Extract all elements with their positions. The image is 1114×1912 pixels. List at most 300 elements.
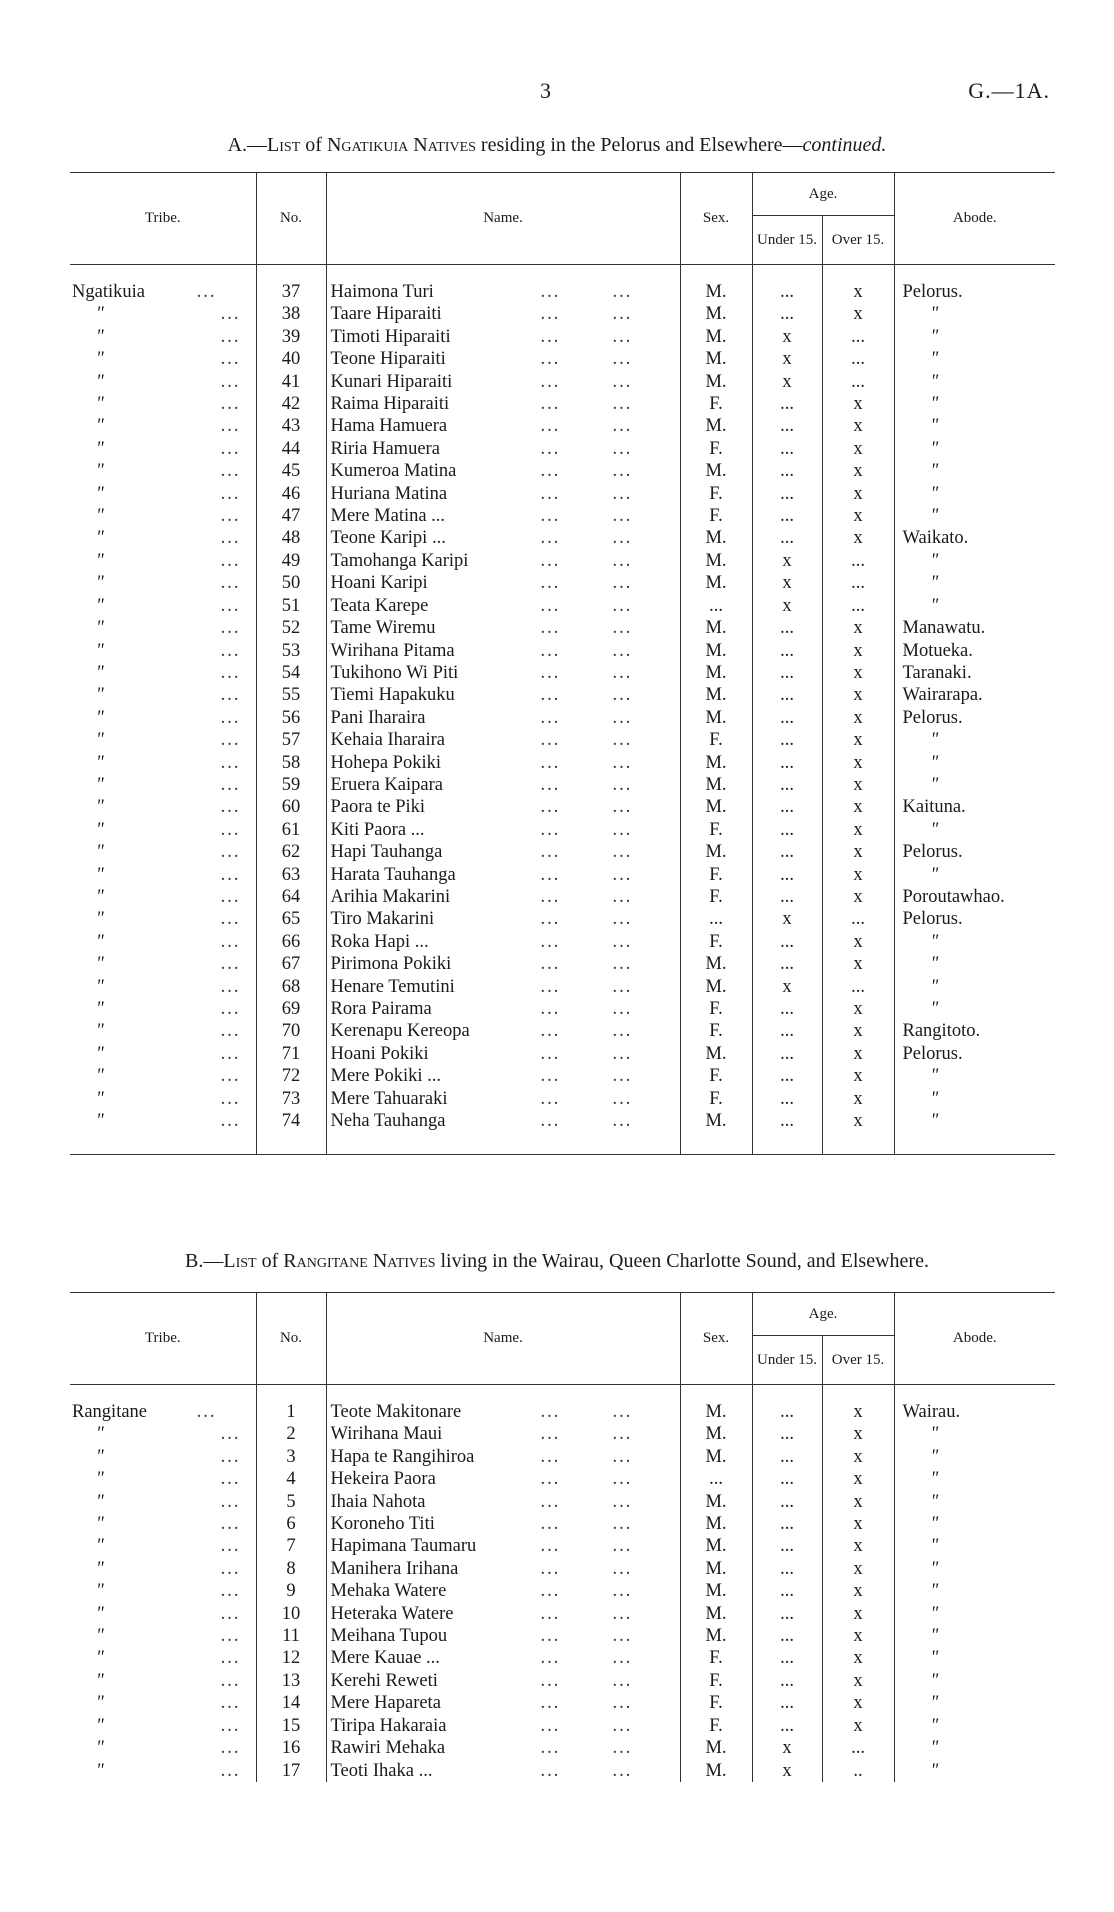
abode-cell bbox=[894, 752, 1055, 774]
sex-cell: M. bbox=[680, 1446, 752, 1468]
sex-cell: M. bbox=[680, 841, 752, 863]
tribe-cell bbox=[70, 729, 256, 751]
number-cell: 69 bbox=[256, 998, 326, 1020]
leader-dots: ... bbox=[612, 909, 633, 930]
leader-dots: ... bbox=[612, 685, 633, 706]
tribe-value: " bbox=[96, 976, 104, 997]
table-row bbox=[70, 483, 1055, 505]
leader-dots: ... bbox=[612, 1402, 633, 1422]
leader-dots: ... bbox=[540, 842, 561, 863]
tribe-cell bbox=[70, 1110, 256, 1132]
leader-dots: ... bbox=[612, 1715, 633, 1736]
name-value: Mere Kauae ... bbox=[330, 1648, 440, 1669]
tribe-value: " bbox=[96, 1043, 104, 1064]
tribe-cell bbox=[70, 1423, 256, 1445]
leader-dots: ... bbox=[540, 707, 561, 728]
abode-value: " bbox=[930, 438, 939, 459]
caption-list-word: List bbox=[223, 1250, 257, 1272]
leader-dots: ... bbox=[612, 819, 633, 840]
leader-dots: ... bbox=[214, 1558, 241, 1579]
tribe-value: " bbox=[96, 842, 104, 863]
leader-dots: ... bbox=[540, 1066, 561, 1087]
abode-cell bbox=[894, 1423, 1055, 1445]
leader-dots: ... bbox=[214, 752, 241, 773]
leader-dots: ... bbox=[214, 1043, 241, 1064]
caption-description: living in the Wairau, Queen Charlotte Sound, and Elsewhere. bbox=[435, 1250, 929, 1272]
leader-dots: ... bbox=[214, 573, 241, 594]
leader-dots: ... bbox=[214, 774, 241, 795]
sex-cell: F. bbox=[680, 1020, 752, 1042]
name-cell bbox=[326, 281, 680, 303]
number-cell: 64 bbox=[256, 886, 326, 908]
leader-dots: ... bbox=[612, 1514, 633, 1535]
leader-dots: ... bbox=[214, 819, 241, 840]
over-15-cell: x bbox=[822, 707, 894, 729]
name-cell bbox=[326, 505, 680, 527]
leader-dots: ... bbox=[612, 954, 633, 975]
abode-cell bbox=[894, 393, 1055, 415]
leader-dots: ... bbox=[540, 999, 561, 1019]
number-cell: 52 bbox=[256, 617, 326, 639]
name-cell bbox=[326, 483, 680, 505]
abode-value: " bbox=[930, 1446, 939, 1467]
table-row bbox=[70, 1715, 1055, 1737]
abode-cell bbox=[894, 796, 1055, 818]
tribe-cell bbox=[70, 1535, 256, 1557]
number-cell: 66 bbox=[256, 931, 326, 953]
abode-cell bbox=[894, 976, 1055, 998]
number-cell: 61 bbox=[256, 819, 326, 841]
leader-dots: ... bbox=[612, 1626, 633, 1647]
abode-cell bbox=[894, 483, 1055, 505]
leader-dots: ... bbox=[612, 595, 633, 616]
name-cell bbox=[326, 1513, 680, 1535]
leader-dots: ... bbox=[540, 573, 561, 594]
tribe-value: Rangitane bbox=[72, 1402, 148, 1422]
abode-value: Poroutawhao. bbox=[902, 886, 1005, 907]
under-15-cell: ... bbox=[752, 1580, 822, 1602]
abode-cell bbox=[894, 1647, 1055, 1669]
leader-dots: ... bbox=[540, 662, 561, 683]
tribe-cell bbox=[70, 348, 256, 370]
col-header-abode: Abode. bbox=[894, 1293, 1055, 1385]
over-15-cell: x bbox=[822, 1468, 894, 1490]
number-cell: 38 bbox=[256, 303, 326, 325]
abode-cell bbox=[894, 640, 1055, 662]
over-15-cell: x bbox=[822, 931, 894, 953]
leader-dots: ... bbox=[214, 506, 241, 527]
col-header-under-15: Under 15. bbox=[752, 216, 822, 265]
tribe-cell bbox=[70, 684, 256, 706]
leader-dots: ... bbox=[612, 371, 633, 392]
leader-dots: ... bbox=[612, 640, 633, 661]
sex-cell: ... bbox=[680, 908, 752, 930]
name-cell bbox=[326, 1558, 680, 1580]
over-15-cell: x bbox=[822, 1020, 894, 1042]
tribe-cell bbox=[70, 819, 256, 841]
leader-dots: ... bbox=[540, 550, 561, 571]
leader-dots: ... bbox=[214, 1536, 241, 1557]
over-15-cell: ... bbox=[822, 908, 894, 930]
tribe-value: " bbox=[96, 1536, 104, 1557]
leader-dots: ... bbox=[540, 886, 561, 907]
leader-dots: ... bbox=[190, 282, 217, 302]
leader-dots: ... bbox=[214, 1626, 241, 1647]
name-cell bbox=[326, 1065, 680, 1087]
under-15-cell: x bbox=[752, 371, 822, 393]
tribe-value: " bbox=[96, 528, 104, 549]
abode-cell bbox=[894, 998, 1055, 1020]
over-15-cell: x bbox=[822, 729, 894, 751]
name-cell bbox=[326, 774, 680, 796]
abode-value: Kaituna. bbox=[902, 797, 966, 818]
col-header-sex: Sex. bbox=[680, 173, 752, 265]
under-15-cell: ... bbox=[752, 393, 822, 415]
over-15-cell: x bbox=[822, 1423, 894, 1445]
name-value: Mere Hapareta bbox=[330, 1693, 441, 1714]
col-header-name: Name. bbox=[326, 173, 680, 265]
col-header-age: Age. bbox=[752, 173, 894, 216]
tribe-value: " bbox=[96, 1648, 104, 1669]
abode-value: Pelorus. bbox=[902, 909, 963, 930]
abode-value: " bbox=[930, 819, 939, 840]
tribe-value: " bbox=[96, 909, 104, 930]
under-15-cell: ... bbox=[752, 438, 822, 460]
abode-value: " bbox=[930, 349, 939, 370]
table-row bbox=[70, 640, 1055, 662]
leader-dots: ... bbox=[540, 1693, 561, 1714]
tribe-value: " bbox=[96, 1514, 104, 1535]
leader-dots: ... bbox=[214, 1111, 241, 1132]
abode-value: " bbox=[930, 550, 939, 571]
abode-value: " bbox=[930, 1088, 939, 1109]
name-cell bbox=[326, 438, 680, 460]
leader-dots: ... bbox=[612, 999, 633, 1019]
name-cell bbox=[326, 550, 680, 572]
tribe-value: " bbox=[96, 506, 104, 527]
abode-value: " bbox=[930, 1514, 939, 1535]
name-cell bbox=[326, 1603, 680, 1625]
caption-prefix: B.— bbox=[185, 1250, 224, 1272]
sex-cell: F. bbox=[680, 1715, 752, 1737]
abode-value: " bbox=[930, 573, 939, 594]
name-cell bbox=[326, 1110, 680, 1132]
number-cell: 1 bbox=[256, 1401, 326, 1423]
tribe-cell bbox=[70, 1558, 256, 1580]
abode-cell bbox=[894, 1065, 1055, 1087]
caption-prefix: A.— bbox=[227, 134, 268, 156]
name-cell bbox=[326, 1760, 680, 1782]
under-15-cell: ... bbox=[752, 1513, 822, 1535]
abode-cell bbox=[894, 303, 1055, 325]
over-15-cell: ... bbox=[822, 550, 894, 572]
under-15-cell: ... bbox=[752, 729, 822, 751]
table-row bbox=[70, 1513, 1055, 1535]
tribe-cell bbox=[70, 1088, 256, 1110]
tribe-value: " bbox=[96, 438, 104, 459]
number-cell: 39 bbox=[256, 326, 326, 348]
name-cell bbox=[326, 1401, 680, 1423]
table-row bbox=[70, 1580, 1055, 1602]
table-row bbox=[70, 326, 1055, 348]
over-15-cell: x bbox=[822, 1043, 894, 1065]
sex-cell: M. bbox=[680, 572, 752, 594]
sex-cell: M. bbox=[680, 1625, 752, 1647]
leader-dots: ... bbox=[540, 1088, 561, 1109]
tribe-cell bbox=[70, 326, 256, 348]
over-15-cell: x bbox=[822, 1625, 894, 1647]
tribe-cell bbox=[70, 1513, 256, 1535]
leader-dots: ... bbox=[612, 573, 633, 594]
caption-of: of bbox=[256, 1250, 284, 1272]
name-cell bbox=[326, 595, 680, 617]
abode-cell bbox=[894, 1535, 1055, 1557]
abode-cell bbox=[894, 1468, 1055, 1490]
abode-value: " bbox=[930, 416, 939, 437]
tribe-cell bbox=[70, 1670, 256, 1692]
leader-dots: ... bbox=[214, 1066, 241, 1087]
over-15-cell: x bbox=[822, 1065, 894, 1087]
leader-dots: ... bbox=[612, 618, 633, 639]
sex-cell: F. bbox=[680, 483, 752, 505]
over-15-cell: x bbox=[822, 1692, 894, 1714]
table-row bbox=[70, 931, 1055, 953]
over-15-cell: x bbox=[822, 1110, 894, 1132]
abode-cell bbox=[894, 371, 1055, 393]
tribe-value: " bbox=[96, 886, 104, 907]
name-value: Henare Temutini bbox=[330, 976, 455, 997]
col-header-age: Age. bbox=[752, 1293, 894, 1336]
name-value: Teoti Ihaka ... bbox=[330, 1760, 433, 1781]
leader-dots: ... bbox=[540, 954, 561, 975]
under-15-cell: x bbox=[752, 908, 822, 930]
name-cell bbox=[326, 1670, 680, 1692]
leader-dots: ... bbox=[612, 1536, 633, 1557]
name-value: Mere Tahuaraki bbox=[330, 1088, 448, 1109]
name-cell bbox=[326, 684, 680, 706]
name-value: Hoani Karipi bbox=[330, 573, 428, 594]
over-15-cell: x bbox=[822, 774, 894, 796]
section-b-caption bbox=[0, 1250, 1114, 1273]
tribe-value: " bbox=[96, 483, 104, 504]
abode-cell bbox=[894, 1088, 1055, 1110]
abode-cell bbox=[894, 953, 1055, 975]
over-15-cell: x bbox=[822, 527, 894, 549]
leader-dots: ... bbox=[612, 1043, 633, 1064]
number-cell: 9 bbox=[256, 1580, 326, 1602]
abode-cell bbox=[894, 415, 1055, 437]
sex-cell: M. bbox=[680, 953, 752, 975]
tribe-cell bbox=[70, 572, 256, 594]
under-15-cell: ... bbox=[752, 1647, 822, 1669]
sex-cell: ... bbox=[680, 595, 752, 617]
tribe-value: " bbox=[96, 1558, 104, 1579]
name-cell bbox=[326, 1715, 680, 1737]
table-row bbox=[70, 1535, 1055, 1557]
over-15-cell: x bbox=[822, 684, 894, 706]
over-15-cell: ... bbox=[822, 572, 894, 594]
leader-dots: ... bbox=[612, 1670, 633, 1691]
under-15-cell: ... bbox=[752, 505, 822, 527]
under-15-cell: ... bbox=[752, 841, 822, 863]
over-15-cell: x bbox=[822, 303, 894, 325]
col-header-no: No. bbox=[256, 1293, 326, 1385]
leader-dots: ... bbox=[214, 886, 241, 907]
under-15-cell: ... bbox=[752, 886, 822, 908]
under-15-cell: ... bbox=[752, 953, 822, 975]
name-cell bbox=[326, 796, 680, 818]
leader-dots: ... bbox=[612, 1491, 633, 1512]
sex-cell: M. bbox=[680, 1580, 752, 1602]
abode-value: " bbox=[930, 1738, 939, 1759]
over-15-cell: x bbox=[822, 438, 894, 460]
leader-dots: ... bbox=[540, 483, 561, 504]
name-value: Mere Matina ... bbox=[330, 506, 446, 527]
leader-dots: ... bbox=[214, 528, 241, 549]
table-row bbox=[70, 1670, 1055, 1692]
tribe-cell bbox=[70, 796, 256, 818]
leader-dots: ... bbox=[214, 640, 241, 661]
number-cell: 16 bbox=[256, 1737, 326, 1759]
name-cell bbox=[326, 841, 680, 863]
table-row bbox=[70, 953, 1055, 975]
leader-dots: ... bbox=[214, 976, 241, 997]
tribe-value: " bbox=[96, 1738, 104, 1759]
table-row bbox=[70, 415, 1055, 437]
abode-value: " bbox=[930, 752, 939, 773]
tribe-cell bbox=[70, 505, 256, 527]
over-15-cell: x bbox=[822, 841, 894, 863]
name-cell bbox=[326, 640, 680, 662]
over-15-cell: ... bbox=[822, 326, 894, 348]
table-row bbox=[70, 684, 1055, 706]
tribe-cell bbox=[70, 415, 256, 437]
name-value: Timoti Hiparaiti bbox=[330, 326, 451, 347]
tribe-value: " bbox=[96, 371, 104, 392]
name-cell bbox=[326, 819, 680, 841]
tribe-cell bbox=[70, 1737, 256, 1759]
tribe-cell bbox=[70, 707, 256, 729]
abode-value: " bbox=[930, 1558, 939, 1579]
number-cell: 46 bbox=[256, 483, 326, 505]
number-cell: 43 bbox=[256, 415, 326, 437]
tribe-cell bbox=[70, 1603, 256, 1625]
tribe-value: " bbox=[96, 819, 104, 840]
tribe-cell bbox=[70, 998, 256, 1020]
sex-cell: M. bbox=[680, 326, 752, 348]
tribe-cell bbox=[70, 281, 256, 303]
leader-dots: ... bbox=[612, 1693, 633, 1714]
sex-cell: F. bbox=[680, 1692, 752, 1714]
abode-cell bbox=[894, 931, 1055, 953]
name-value: Rora Pairama bbox=[330, 999, 432, 1019]
name-cell bbox=[326, 1647, 680, 1669]
number-cell: 48 bbox=[256, 527, 326, 549]
leader-dots: ... bbox=[214, 864, 241, 885]
number-cell: 4 bbox=[256, 1468, 326, 1490]
abode-value: " bbox=[930, 326, 939, 347]
leader-dots: ... bbox=[540, 909, 561, 930]
number-cell: 54 bbox=[256, 662, 326, 684]
leader-dots: ... bbox=[540, 304, 561, 325]
tribe-cell bbox=[70, 662, 256, 684]
tribe-value: " bbox=[96, 349, 104, 370]
abode-cell bbox=[894, 595, 1055, 617]
tribe-cell bbox=[70, 371, 256, 393]
under-15-cell: x bbox=[752, 348, 822, 370]
tribe-value: " bbox=[96, 662, 104, 683]
caption-continued: continued. bbox=[802, 134, 887, 156]
name-value: Hohepa Pokiki bbox=[330, 752, 441, 773]
table-row bbox=[70, 617, 1055, 639]
leader-dots: ... bbox=[214, 707, 241, 728]
name-value: Eruera Kaipara bbox=[330, 774, 443, 795]
number-cell: 62 bbox=[256, 841, 326, 863]
abode-cell bbox=[894, 1580, 1055, 1602]
leader-dots: ... bbox=[612, 1111, 633, 1132]
under-15-cell: ... bbox=[752, 281, 822, 303]
sex-cell: F. bbox=[680, 1088, 752, 1110]
leader-dots: ... bbox=[612, 864, 633, 885]
tribe-value: " bbox=[96, 1021, 104, 1042]
leader-dots: ... bbox=[540, 819, 561, 840]
over-15-cell: ... bbox=[822, 348, 894, 370]
leader-dots: ... bbox=[540, 1670, 561, 1691]
rangitane-natives-table bbox=[70, 1292, 1055, 1782]
number-cell: 2 bbox=[256, 1423, 326, 1445]
number-cell: 49 bbox=[256, 550, 326, 572]
number-cell: 14 bbox=[256, 1692, 326, 1714]
abode-cell bbox=[894, 1491, 1055, 1513]
leader-dots: ... bbox=[612, 349, 633, 370]
leader-dots: ... bbox=[214, 685, 241, 706]
leader-dots: ... bbox=[612, 483, 633, 504]
name-cell bbox=[326, 348, 680, 370]
table-row bbox=[70, 1065, 1055, 1087]
name-value: Tame Wiremu bbox=[330, 618, 436, 639]
table-row bbox=[70, 1737, 1055, 1759]
leader-dots: ... bbox=[612, 774, 633, 795]
leader-dots: ... bbox=[612, 438, 633, 459]
tribe-value: " bbox=[96, 999, 104, 1019]
name-value: Rawiri Mehaka bbox=[330, 1738, 446, 1759]
sex-cell: M. bbox=[680, 1513, 752, 1535]
over-15-cell: x bbox=[822, 864, 894, 886]
number-cell: 15 bbox=[256, 1715, 326, 1737]
over-15-cell: x bbox=[822, 1535, 894, 1557]
name-cell bbox=[326, 1491, 680, 1513]
sex-cell: F. bbox=[680, 864, 752, 886]
abode-cell bbox=[894, 1020, 1055, 1042]
tribe-value: " bbox=[96, 1066, 104, 1087]
abode-value: Pelorus. bbox=[902, 282, 963, 302]
sex-cell: M. bbox=[680, 976, 752, 998]
name-cell bbox=[326, 1446, 680, 1468]
table-row bbox=[70, 1603, 1055, 1625]
number-cell: 42 bbox=[256, 393, 326, 415]
under-15-cell: ... bbox=[752, 640, 822, 662]
tribe-value: " bbox=[96, 1111, 104, 1132]
leader-dots: ... bbox=[540, 774, 561, 795]
leader-dots: ... bbox=[612, 1648, 633, 1669]
table-row bbox=[70, 752, 1055, 774]
under-15-cell: ... bbox=[752, 864, 822, 886]
leader-dots: ... bbox=[612, 730, 633, 751]
abode-cell bbox=[894, 1513, 1055, 1535]
table-row bbox=[70, 505, 1055, 527]
leader-dots: ... bbox=[214, 1738, 241, 1759]
number-cell: 10 bbox=[256, 1603, 326, 1625]
